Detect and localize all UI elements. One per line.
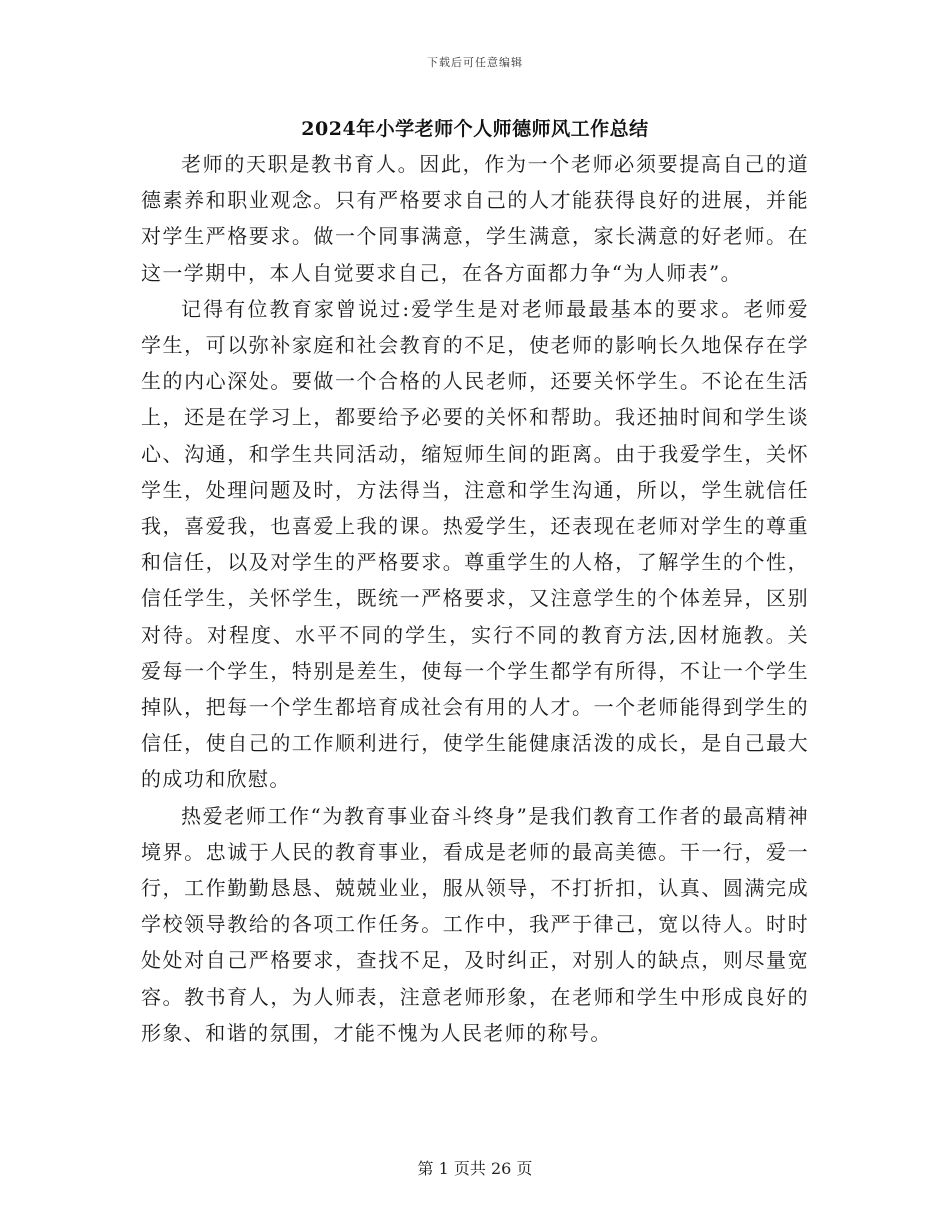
paragraph-1: 老师的天职是教书育人。因此，作为一个老师必须要提高自己的道德素养和职业观念。只有严格要求自己的人才能获得良好的进展，并能对学生严格要求。做一个同事满意，学生满意，家长满意的好老师。在这一学期中，本人自觉要求自己，在各方面都力争“为人师表”。 (141, 152, 809, 285)
paragraph-3: 热爱老师工作“为教育事业奋斗终身”是我们教育工作者的最高精神境界。忠诚于人民的教育事业，看成是老师的最高美德。干一行，爱一行，工作勤勤恳恳、兢兢业业，服从领导，不打折扣，认真、圆满完成学校领导教给的各项工作任务。工作中，我严于律己，宽以待人。时时处处对自己严格要求，查找不足，及时纠正，对别人的缺点，则尽量宽容。教书育人，为人师表，注意老师形象，在老师和学生中形成良好的形象、和谐的氛围，才能不愧为人民老师的称号。 (141, 803, 809, 1045)
document-title: 2024年小学老师个人师德师风工作总结 (301, 118, 649, 140)
page-number: 第 1 页共 26 页 (417, 1159, 533, 1178)
document-body (141, 146, 809, 1051)
header-note: 下载后可任意编辑 (427, 56, 523, 69)
paragraph-2: 记得有位教育家曾说过:爱学生是对老师最最基本的要求。老师爱学生，可以弥补家庭和社会教育的不足，使老师的影响长久地保存在学生的内心深处。要做一个合格的人民老师，还要关怀学生。不论在生活上，还是在学习上，都要给予必要的关怀和帮助。我还抽时间和学生谈心、沟通，和学生共同活动，缩短师生间的距离。由于我爱学生，关怀学生，处理问题及时，方法得当，注意和学生沟通，所以，学生就信任我，喜爱我，也喜爱上我的课。热爱学生，还表现在老师对学生的尊重和信任，以及对学生的严格要求。尊重学生的人格，了解学生的个性，信任学生，关怀学生，既统一严格要求，又注意学生的个体差异，区别对待。对程度、水平不同的学生，实行不同的教育方法,因材施教。关爱每一个学生，特别是差生，使每一个学生都学有所得，不让一个学生掉队，把每一个学生都培育成社会有用的人才。一个老师能得到学生的信任，使自己的工作顺利进行，使学生能健康活泼的成长，是自己最大的成功和欣慰。 (141, 296, 809, 792)
